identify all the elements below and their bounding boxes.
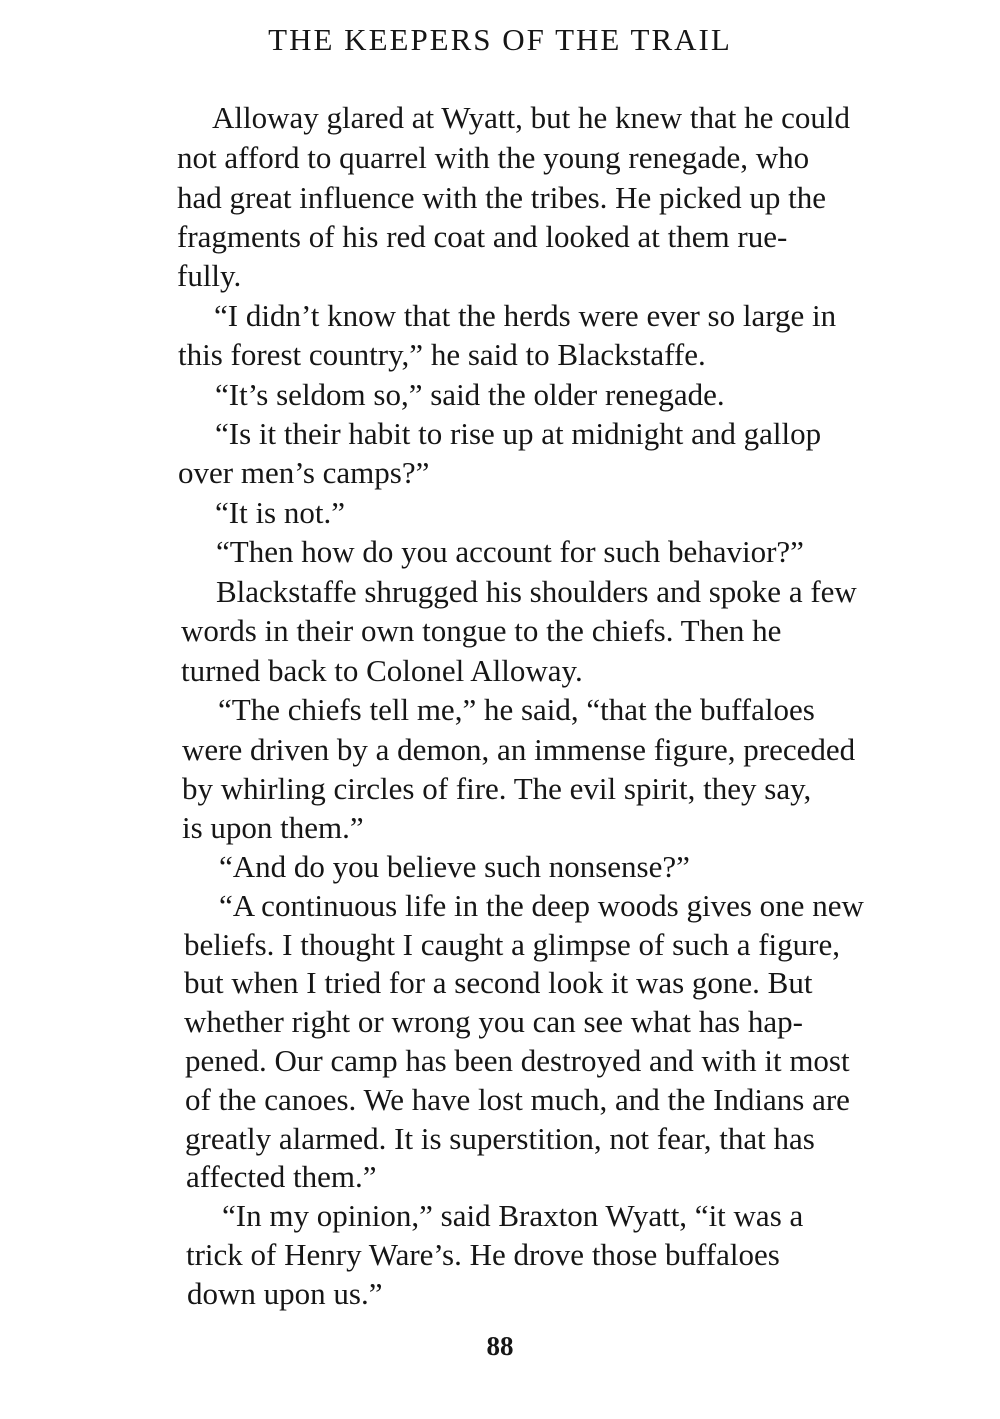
- text-line: were driven by a demon, an immense figure, preceded: [182, 732, 856, 767]
- text-line: not afford to quarrel with the young renegade, who: [177, 140, 810, 175]
- text-line: beliefs. I thought I caught a glimpse of such a figure,: [184, 927, 840, 962]
- text-line: “A continuous life in the deep woods gives one new: [219, 888, 864, 923]
- text-line: is upon them.”: [182, 810, 364, 845]
- text-line: down upon us.”: [187, 1276, 383, 1311]
- text-line: Blackstaffe shrugged his shoulders and spoke a few: [216, 574, 857, 609]
- text-line: this forest country,” he said to Blackstaffe.: [178, 337, 706, 372]
- text-line: affected them.”: [186, 1159, 377, 1194]
- text-line: of the canoes. We have lost much, and the Indians are: [185, 1082, 850, 1117]
- text-line: Alloway glared at Wyatt, but he knew that he could: [212, 100, 851, 135]
- page-number: 88: [486, 1331, 514, 1361]
- text-line: had great influence with the tribes. He picked up the: [177, 180, 827, 215]
- text-line: “It is not.”: [215, 495, 345, 530]
- text-line: “Is it their habit to rise up at midnight and gallop: [215, 416, 822, 451]
- text-line: “And do you believe such nonsense?”: [219, 849, 690, 884]
- text-line: whether right or wrong you can see what has hap-: [184, 1004, 803, 1039]
- text-line: “Then how do you account for such behavior?”: [216, 534, 804, 569]
- text-line: fragments of his red coat and looked at them rue-: [177, 219, 788, 254]
- text-line: “The chiefs tell me,” he said, “that the buffaloes: [218, 692, 815, 727]
- running-title: THE KEEPERS OF THE TRAIL: [268, 22, 732, 57]
- text-line: “In my opinion,” said Braxton Wyatt, “it was a: [222, 1198, 804, 1233]
- text-line: turned back to Colonel Alloway.: [181, 653, 583, 688]
- text-line: fully.: [177, 258, 242, 293]
- text-line: “It’s seldom so,” said the older renegade.: [215, 377, 725, 412]
- text-line: but when I tried for a second look it was gone. But: [184, 965, 813, 1000]
- text-line: trick of Henry Ware’s. He drove those buffaloes: [186, 1237, 780, 1272]
- text-line: by whirling circles of fire. The evil spirit, they say,: [182, 771, 812, 806]
- text-line: over men’s camps?”: [178, 455, 430, 490]
- text-line: “I didn’t know that the herds were ever so large in: [214, 298, 837, 333]
- text-line: greatly alarmed. It is superstition, not fear, that has: [185, 1121, 815, 1156]
- text-line: pened. Our camp has been destroyed and with it most: [185, 1043, 850, 1078]
- text-line: words in their own tongue to the chiefs. Then he: [181, 613, 782, 648]
